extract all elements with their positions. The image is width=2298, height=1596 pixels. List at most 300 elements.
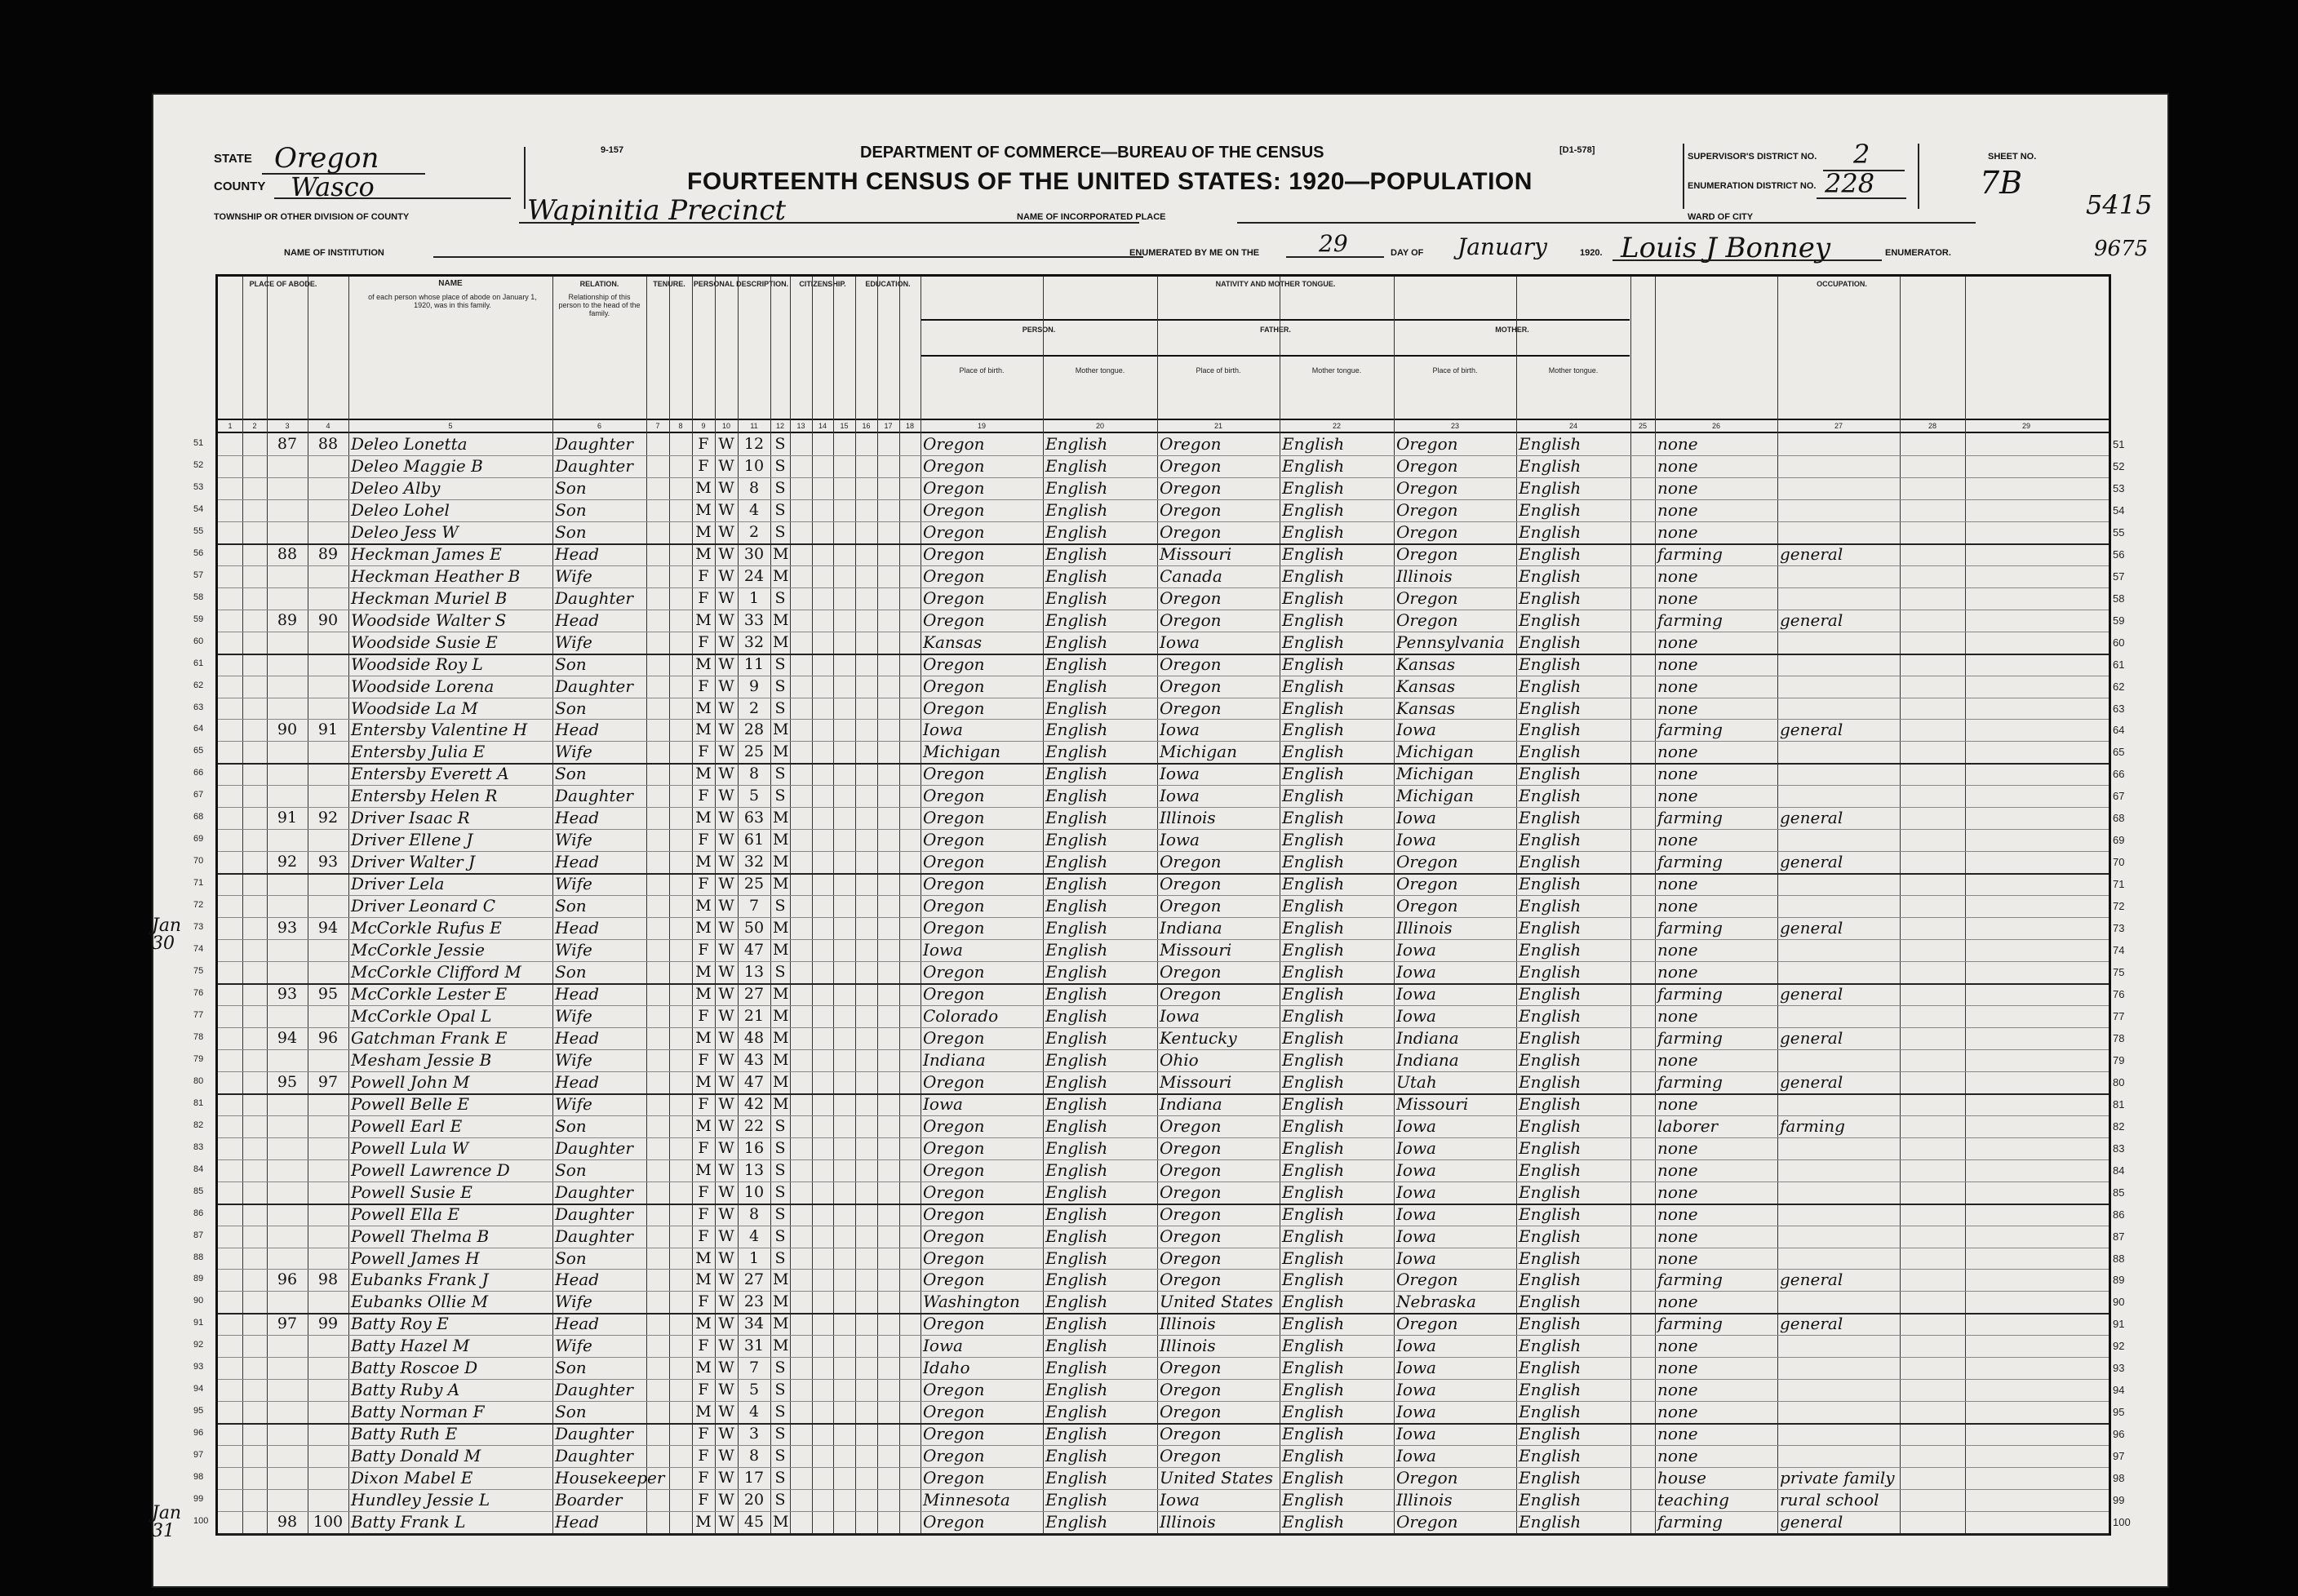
cell-ind: general: [1780, 720, 1843, 740]
cell-occ: farming: [1657, 720, 1723, 740]
cell-sex: M: [695, 1116, 712, 1135]
table-row: [193, 477, 2125, 499]
cell-age: 61: [743, 831, 765, 849]
cell-sex: M: [695, 1513, 712, 1532]
cell-fpob: Oregon: [1160, 654, 1222, 674]
cell-pob: Oregon: [923, 1181, 985, 1202]
cell-ms: M: [773, 1337, 789, 1355]
cell-ftongue: English: [1282, 940, 1345, 960]
cell-ms: S: [774, 1204, 786, 1223]
cell-ms: S: [774, 1447, 786, 1465]
state-value: Oregon: [274, 142, 379, 175]
cell-occ: none: [1657, 874, 1698, 894]
cell-age: 27: [743, 1270, 765, 1289]
line-number-left: 69: [193, 834, 204, 845]
cell-occ: none: [1657, 499, 1698, 520]
cell-tongue: English: [1045, 610, 1108, 630]
line-number: 69: [2113, 834, 2125, 847]
line-number-left: 75: [193, 966, 204, 977]
cell-sex: F: [698, 831, 709, 849]
line-number: 99: [2113, 1494, 2125, 1507]
cell-dwelling: 93: [277, 985, 298, 1003]
header-name: NAME: [438, 279, 463, 288]
cell-ftongue: English: [1282, 1226, 1345, 1246]
table-row: [193, 1093, 2125, 1115]
line-number: 94: [2113, 1384, 2125, 1397]
column-number: 3: [285, 422, 290, 430]
cell-ftongue: English: [1282, 632, 1345, 652]
line-number: 60: [2113, 636, 2125, 649]
cell-mpob: Iowa: [1396, 984, 1436, 1004]
line-number: 98: [2113, 1472, 2125, 1485]
cell-name: Driver Ellene J: [351, 830, 473, 850]
cell-mpob: Oregon: [1396, 455, 1458, 476]
cell-fpob: Iowa: [1160, 632, 1200, 652]
cell-mpob: Oregon: [1396, 587, 1458, 608]
cell-ms: S: [774, 1403, 786, 1421]
cell-occ: none: [1657, 786, 1698, 806]
header-father: FATHER.: [1260, 326, 1291, 334]
cell-name: Batty Frank L: [351, 1512, 466, 1532]
cell-ftongue: English: [1282, 455, 1345, 476]
cell-ms: M: [773, 831, 789, 849]
cell-mpob: Iowa: [1396, 720, 1436, 740]
line-number: 71: [2113, 878, 2125, 891]
line-number-left: 61: [193, 658, 204, 668]
cell-mtongue: English: [1519, 808, 1582, 828]
cell-fpob: Oregon: [1160, 1181, 1222, 1202]
cell-pob: Michigan: [923, 742, 1000, 762]
cell-mtongue: English: [1519, 543, 1582, 564]
table-row: [193, 917, 2125, 939]
cell-race: W: [718, 853, 734, 871]
cell-age: 4: [748, 500, 760, 519]
line-number: 74: [2113, 944, 2125, 957]
cell-fpob: Missouri: [1160, 940, 1232, 960]
cell-race: W: [718, 1513, 734, 1532]
table-row: [193, 741, 2125, 763]
cell-age: 1: [748, 1248, 760, 1267]
day-of-label: DAY OF: [1391, 248, 1424, 258]
cell-tongue: English: [1045, 1446, 1108, 1466]
cell-pob: Oregon: [923, 1159, 985, 1180]
cell-ms: S: [774, 522, 786, 541]
cell-occ: none: [1657, 1292, 1698, 1312]
cell-occ: none: [1657, 434, 1698, 454]
cell-age: 25: [743, 743, 765, 761]
table-row: [193, 499, 2125, 521]
cell-mtongue: English: [1519, 676, 1582, 696]
cell-rel: Daughter: [555, 434, 633, 454]
cell-rel: Son: [555, 1358, 587, 1378]
line-number-left: 65: [193, 746, 204, 756]
cell-occ: farming: [1657, 610, 1723, 630]
cell-age: 45: [743, 1513, 765, 1532]
cell-pob: Oregon: [923, 1115, 985, 1136]
column-number: 29: [2021, 422, 2030, 430]
cell-ind: general: [1780, 1512, 1843, 1532]
cell-ftongue: English: [1282, 1270, 1345, 1290]
cell-ind: general: [1780, 808, 1843, 828]
header-tenure: TENURE.: [653, 280, 685, 288]
cell-mtongue: English: [1519, 1248, 1582, 1268]
table-row: [193, 1445, 2125, 1467]
cell-age: 30: [743, 544, 765, 563]
cell-sex: M: [695, 1314, 712, 1333]
cell-name: Powell Lula W: [351, 1137, 469, 1158]
cell-age: 8: [748, 1447, 760, 1465]
cell-mtongue: English: [1519, 1468, 1582, 1488]
enumeration-district-value: 228: [1825, 168, 1875, 199]
cell-ms: M: [773, 544, 789, 563]
cell-occ: none: [1657, 521, 1698, 542]
cell-ms: M: [773, 941, 789, 960]
cell-mtongue: English: [1519, 698, 1582, 718]
census-sheet: [152, 93, 2169, 1588]
cell-sex: F: [698, 456, 709, 475]
column-number: 7: [655, 422, 660, 430]
column-number: 11: [750, 422, 758, 430]
cell-mpob: Oregon: [1396, 610, 1458, 630]
margin-note-2: Jan 31: [152, 1503, 182, 1541]
line-number: 70: [2113, 856, 2125, 869]
table-row: [193, 1313, 2125, 1335]
cell-tongue: English: [1045, 455, 1108, 476]
cell-ms: M: [773, 566, 789, 585]
cell-race: W: [718, 456, 734, 475]
column-number: 2: [252, 422, 257, 430]
cell-rel: Daughter: [555, 1204, 633, 1224]
cell-pob: Oregon: [923, 852, 985, 872]
cell-ms: M: [773, 875, 789, 893]
cell-mpob: Iowa: [1396, 962, 1436, 982]
cell-mpob: Iowa: [1396, 1159, 1436, 1180]
cell-pob: Oregon: [923, 918, 985, 938]
line-number-left: 95: [193, 1406, 204, 1416]
township-label: TOWNSHIP OR OTHER DIVISION OF COUNTY: [214, 212, 410, 222]
table-row: [193, 1049, 2125, 1071]
cell-tongue: English: [1045, 808, 1108, 828]
cell-mpob: Michigan: [1396, 764, 1474, 784]
cell-age: 63: [743, 809, 765, 827]
cell-name: Powell Lawrence D: [351, 1159, 510, 1180]
sheet-value: 7B: [1980, 165, 2023, 201]
cell-name: Heckman James E: [351, 543, 502, 564]
cell-mtongue: English: [1519, 1204, 1582, 1224]
header-tongue-father: Mother tongue.: [1311, 366, 1362, 375]
cell-pob: Iowa: [923, 1093, 963, 1114]
table-row: [193, 1489, 2125, 1511]
cell-sex: F: [698, 1337, 709, 1355]
cell-sex: F: [698, 1226, 709, 1245]
cell-name: Entersby Julia E: [351, 742, 486, 762]
cell-mtongue: English: [1519, 874, 1582, 894]
table-row: [193, 521, 2125, 543]
cell-race: W: [718, 985, 734, 1003]
line-number-left: 87: [193, 1230, 204, 1240]
cell-ftongue: English: [1282, 1402, 1345, 1422]
cell-mtongue: English: [1519, 1115, 1582, 1136]
cell-fpob: Oregon: [1160, 1226, 1222, 1246]
cell-ms: S: [774, 654, 786, 673]
cell-mpob: Kansas: [1396, 676, 1456, 696]
cell-dwelling: 92: [277, 853, 298, 871]
cell-fpob: United States: [1160, 1292, 1273, 1312]
cell-rel: Son: [555, 1115, 587, 1136]
cell-mtongue: English: [1519, 455, 1582, 476]
cell-mpob: Iowa: [1396, 940, 1436, 960]
line-number-left: 89: [193, 1274, 204, 1284]
cell-occ: farming: [1657, 1512, 1723, 1532]
cell-fpob: Oregon: [1160, 1204, 1222, 1224]
line-number: 67: [2113, 790, 2125, 803]
cell-name: Powell Belle E: [351, 1093, 469, 1114]
cell-mpob: Iowa: [1396, 1358, 1436, 1378]
cell-mpob: Iowa: [1396, 1204, 1436, 1224]
cell-race: W: [718, 1138, 734, 1157]
cell-sex: M: [695, 897, 712, 915]
cell-race: W: [718, 522, 734, 541]
cell-occ: none: [1657, 896, 1698, 916]
cell-pob: Oregon: [923, 1027, 985, 1048]
cell-ftongue: English: [1282, 521, 1345, 542]
cell-race: W: [718, 765, 734, 783]
line-number-left: 57: [193, 570, 204, 580]
cell-sex: F: [698, 1006, 709, 1025]
table-row: [193, 1379, 2125, 1401]
cell-rel: Wife: [555, 830, 592, 850]
cell-mtongue: English: [1519, 632, 1582, 652]
column-number: 18: [905, 422, 914, 430]
line-number-left: 94: [193, 1384, 204, 1394]
cell-name: Batty Ruby A: [351, 1380, 460, 1400]
cell-rel: Daughter: [555, 1424, 633, 1444]
cell-fpob: Oregon: [1160, 434, 1222, 454]
cell-ftongue: English: [1282, 1468, 1345, 1488]
column-number: 19: [977, 422, 986, 430]
cell-occ: none: [1657, 1226, 1698, 1246]
cell-family: 96: [317, 1028, 339, 1047]
cell-age: 32: [743, 853, 765, 871]
cell-mtongue: English: [1519, 720, 1582, 740]
line-number-left: 53: [193, 481, 204, 492]
cell-family: 88: [317, 435, 339, 453]
cell-tongue: English: [1045, 1093, 1108, 1114]
header-pob-mother: Place of birth.: [1432, 366, 1478, 375]
cell-pob: Oregon: [923, 1137, 985, 1158]
table-row: [193, 543, 2125, 565]
cell-pob: Colorado: [923, 1005, 999, 1026]
cell-mpob: Iowa: [1396, 830, 1436, 850]
cell-rel: Head: [555, 808, 600, 828]
cell-ftongue: English: [1282, 1115, 1345, 1136]
cell-fpob: Indiana: [1160, 1093, 1222, 1114]
cell-mpob: Illinois: [1396, 1490, 1453, 1510]
cell-mpob: Iowa: [1396, 1181, 1436, 1202]
cell-race: W: [718, 588, 734, 607]
cell-ftongue: English: [1282, 1248, 1345, 1268]
cell-tongue: English: [1045, 720, 1108, 740]
cell-mtongue: English: [1519, 1424, 1582, 1444]
cell-mtongue: English: [1519, 1358, 1582, 1378]
cell-age: 34: [743, 1314, 765, 1333]
column-number: 27: [1834, 422, 1843, 430]
cell-age: 8: [748, 1204, 760, 1223]
cell-pob: Oregon: [923, 434, 985, 454]
cell-occ: none: [1657, 1380, 1698, 1400]
cell-rel: Wife: [555, 1292, 592, 1312]
cell-mpob: Iowa: [1396, 1446, 1436, 1466]
cell-occ: none: [1657, 632, 1698, 652]
cell-tongue: English: [1045, 565, 1108, 586]
line-number-left: 92: [193, 1340, 204, 1350]
supervisor-district-value: 2: [1853, 139, 1870, 170]
cell-age: 4: [748, 1226, 760, 1245]
cell-age: 42: [743, 1094, 765, 1113]
cell-name: McCorkle Rufus E: [351, 918, 502, 938]
table-row: [193, 719, 2125, 741]
line-number-left: 93: [193, 1362, 204, 1372]
line-number-left: 71: [193, 878, 204, 889]
cell-pob: Iowa: [923, 940, 963, 960]
column-number: 17: [884, 422, 893, 430]
cell-tongue: English: [1045, 676, 1108, 696]
cell-sex: M: [695, 1270, 712, 1289]
cell-ms: S: [774, 787, 786, 805]
cell-ftongue: English: [1282, 1336, 1345, 1356]
cell-tongue: English: [1045, 1159, 1108, 1180]
cell-fpob: Oregon: [1160, 521, 1222, 542]
cell-sex: F: [698, 787, 709, 805]
cell-occ: none: [1657, 654, 1698, 674]
column-number: 28: [1928, 422, 1936, 430]
cell-race: W: [718, 1248, 734, 1267]
cell-race: W: [718, 1094, 734, 1113]
cell-mtongue: English: [1519, 1226, 1582, 1246]
cell-ms: M: [773, 720, 789, 739]
cell-fpob: Oregon: [1160, 984, 1222, 1004]
cell-sex: M: [695, 654, 712, 673]
cell-dwelling: 90: [277, 720, 298, 739]
cell-tongue: English: [1045, 1468, 1108, 1488]
cell-ms: M: [773, 1050, 789, 1069]
line-number-left: 82: [193, 1119, 204, 1130]
cell-race: W: [718, 897, 734, 915]
cell-family: 100: [313, 1513, 344, 1532]
cell-fpob: Oregon: [1160, 1115, 1222, 1136]
cell-mpob: Michigan: [1396, 742, 1474, 762]
cell-fpob: Oregon: [1160, 698, 1222, 718]
header-education: EDUCATION.: [865, 280, 911, 288]
cell-age: 28: [743, 720, 765, 739]
cell-rel: Son: [555, 477, 587, 498]
cell-pob: Oregon: [923, 984, 985, 1004]
cell-ms: S: [774, 1116, 786, 1135]
cell-ftongue: English: [1282, 1512, 1345, 1532]
cell-tongue: English: [1045, 587, 1108, 608]
cell-mtongue: English: [1519, 1137, 1582, 1158]
cell-tongue: English: [1045, 1115, 1108, 1136]
line-number-left: 58: [193, 592, 204, 602]
table-row: [193, 961, 2125, 983]
cell-race: W: [718, 1403, 734, 1421]
cell-fpob: Oregon: [1160, 1248, 1222, 1268]
cell-race: W: [718, 919, 734, 938]
cell-race: W: [718, 1469, 734, 1487]
cell-ms: S: [774, 1491, 786, 1510]
cell-occ: none: [1657, 940, 1698, 960]
table-row: [193, 632, 2125, 654]
cell-ftongue: English: [1282, 610, 1345, 630]
cell-ftongue: English: [1282, 764, 1345, 784]
cell-fpob: Iowa: [1160, 830, 1200, 850]
cell-occ: none: [1657, 698, 1698, 718]
table-row: [193, 763, 2125, 785]
line-number: 52: [2113, 459, 2125, 472]
cell-occ: none: [1657, 1005, 1698, 1026]
cell-rel: Wife: [555, 1336, 592, 1356]
cell-pob: Oregon: [923, 786, 985, 806]
cell-pob: Oregon: [923, 830, 985, 850]
column-number: 8: [678, 422, 683, 430]
cell-fpob: Iowa: [1160, 1005, 1200, 1026]
cell-ind: general: [1780, 984, 1843, 1004]
cell-fpob: Oregon: [1160, 1358, 1222, 1378]
cell-mpob: Oregon: [1396, 896, 1458, 916]
cell-ftongue: English: [1282, 896, 1345, 916]
cell-pob: Oregon: [923, 1204, 985, 1224]
cell-age: 2: [748, 522, 760, 541]
cell-family: 94: [317, 919, 339, 938]
cell-tongue: English: [1045, 434, 1108, 454]
table-row: [193, 1005, 2125, 1027]
cell-race: W: [718, 1028, 734, 1047]
table-row: [193, 1401, 2125, 1423]
cell-occ: none: [1657, 1137, 1698, 1158]
cell-pob: Oregon: [923, 477, 985, 498]
cell-name: Powell Earl E: [351, 1115, 463, 1136]
cell-ftongue: English: [1282, 786, 1345, 806]
county-label: COUNTY: [214, 180, 266, 193]
table-row: [193, 1226, 2125, 1248]
cell-age: 12: [743, 435, 765, 453]
cell-name: Heckman Heather B: [351, 565, 521, 586]
cell-ftongue: English: [1282, 874, 1345, 894]
cell-race: W: [718, 1182, 734, 1201]
cell-ftongue: English: [1282, 1446, 1345, 1466]
cell-fpob: Oregon: [1160, 874, 1222, 894]
cell-ftongue: English: [1282, 720, 1345, 740]
supervisor-district-label: SUPERVISOR'S DISTRICT NO.: [1688, 152, 1817, 162]
cell-ftongue: English: [1282, 543, 1345, 564]
cell-pob: Indiana: [923, 1049, 986, 1070]
cell-race: W: [718, 1072, 734, 1091]
cell-race: W: [718, 1226, 734, 1245]
page-title: FOURTEENTH CENSUS OF THE UNITED STATES: 1920—POPULATION: [687, 168, 1533, 195]
cell-ftongue: English: [1282, 499, 1345, 520]
cell-rel: Son: [555, 1159, 587, 1180]
cell-ftongue: English: [1282, 808, 1345, 828]
cell-dwelling: 97: [277, 1314, 298, 1333]
township-value: Wapinitia Precinct: [527, 194, 787, 227]
cell-age: 27: [743, 985, 765, 1003]
line-number: 95: [2113, 1406, 2125, 1419]
cell-dwelling: 93: [277, 919, 298, 938]
cell-occ: none: [1657, 1204, 1698, 1224]
cell-race: W: [718, 1425, 734, 1443]
cell-tongue: English: [1045, 830, 1108, 850]
cell-ms: S: [774, 698, 786, 717]
